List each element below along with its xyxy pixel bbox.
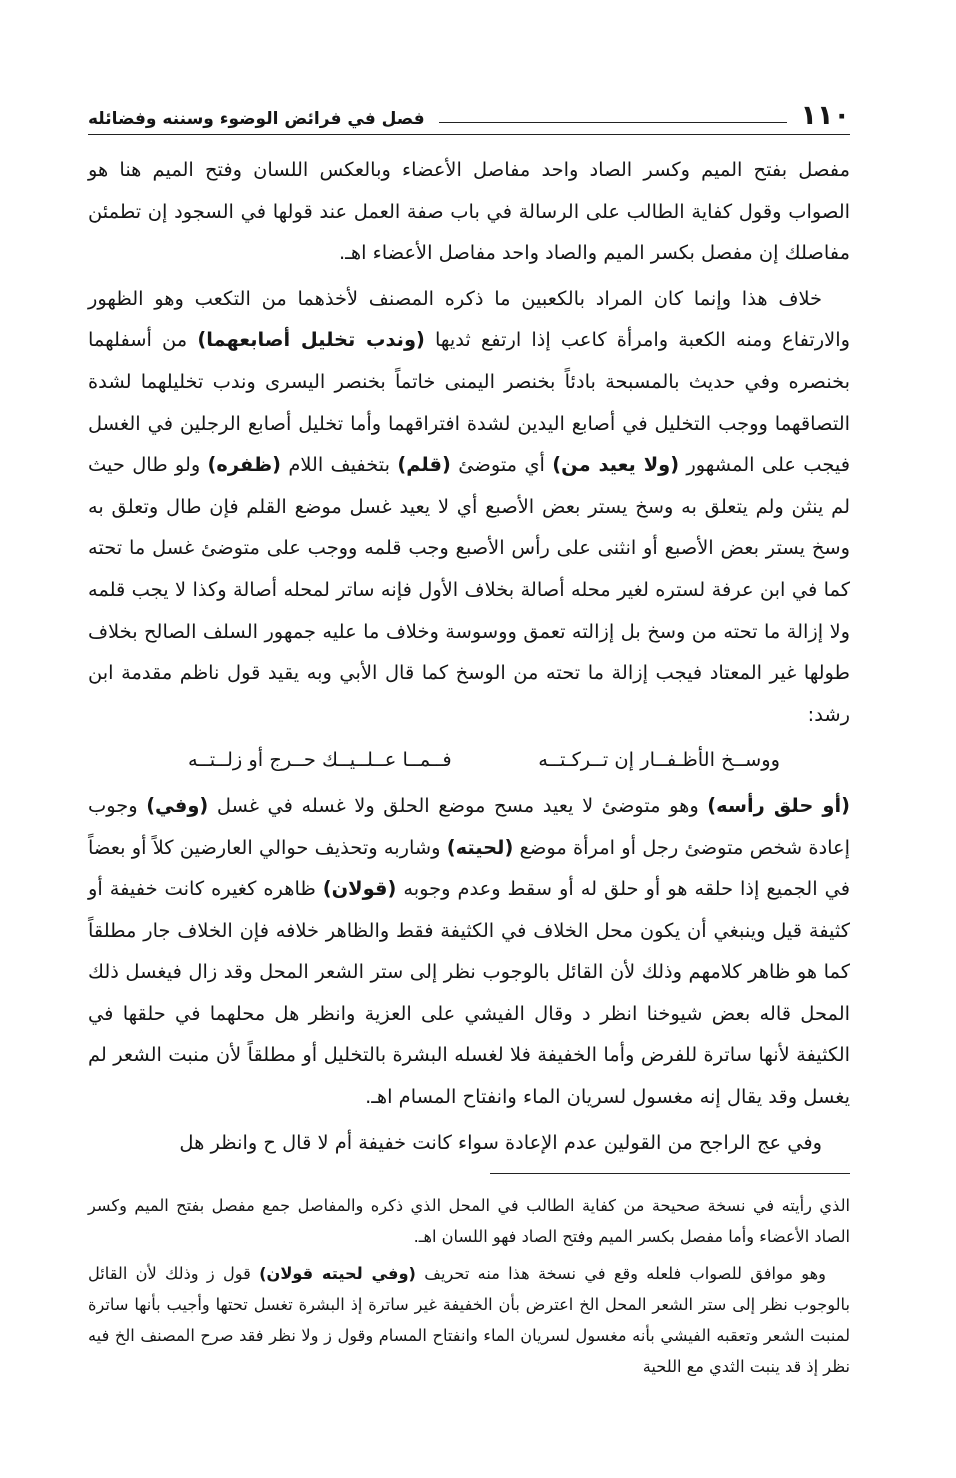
text-span: ولو طال حيث لم ينثن ولم يتعلق به وسخ يستر بعض الأصبع أي لا يعيد غسل موضع القلم فإن طال وتعلق به وسخ يستر بعض الأصبع أو انثنى على رأس الأصبع وجب قلمه ووجب على متوضئ غسل ما تحته كما في ابن عرفة لستره لغير محله أصالة بخلاف الأول فإنه ساتر لمحله أصالة وكذا لا يجب قلمه ولا إزالة ما تحته من وسخ بل إزالته تعمق ووسوسة وخلاف ما عليه جمهور السلف الصالح بخلاف طولها غير المعتاد فيجب إزالة ما تحته من الوسخ كما قال الأبي وبه يقيد قول ناظم مقدمة ابن رشد: xyxy=(88,453,850,726)
page-header xyxy=(88,92,850,132)
text-span: أي متوضئ xyxy=(450,453,553,477)
matn-phrase: (لحيته) xyxy=(446,835,514,859)
header-line xyxy=(439,122,787,123)
running-head: فصل في فرائض الوضوء وسننه وفضائله xyxy=(88,109,425,129)
matn-phrase: (وندب تخليل أصابعهما) xyxy=(197,328,425,352)
book-page xyxy=(88,92,850,1412)
text-span: وشاربه وتحذيف حوالي العارضين كلاً أو بعضاً في الجميع إذا حلقه هو أو حلق له أو سقط وعدم وجوبه xyxy=(88,835,851,901)
paragraph-1: مفصل بفتح الميم وكسر الصاد واحد مفاصل الأعضاء وبالعكس اللسان وفتح الميم هنا هو الصواب وقول كفاية الطالب على الرسالة في باب صفة العمل عند قولها في السجود إن تطمئن مفاصلك إن مفصل بكسر الميم والصاد واحد مفاصل الأعضاء اهـ. xyxy=(88,158,850,265)
text-span: بتخفيف اللام xyxy=(281,453,398,477)
text-span: من أسفلهما بخنصره وفي حديث بالمسبحة بادئاً بخنصر اليمنى خاتماً بخنصر اليسرى وندب تخليلهما لشدة التصاقهما ووجب التخليل في أصابع اليدين لشدة افتراقهما وأما تخليل أصابع الرجلين في الغسل فيجب على المشهور xyxy=(88,328,850,477)
matn-phrase: (قلم) xyxy=(397,453,451,477)
text-span: خلاف هذا وإنما كان المراد بالكعبين ما ذكره المصنف لأخذهما من التكعب وهو الظهور والارتفاع ومنه الكعبة وامرأة كاعب إذا ارتفع ثديها xyxy=(88,286,850,352)
matn-phrase: (قولان) xyxy=(322,877,397,901)
text-span: ظاهره كغيره كانت خفيفة أو كثيفة قيل وينبغي أن يكون محل الخلاف في الكثيفة فقط والظاهر خلافه فإن الخلاف جار مطلقاً كما هو ظاهر كلامهم وذلك لأن القائل بالوجوب نظر إلى ستر الشعر المحل وقد زال فيغسل ذلك المحل قاله بعض شيوخنا انظر د وقال الفيشي على العزية وانظر هل محلهما في حلقها في الكثيفة لأنها ساترة للفرض وأما الخفيفة فلا لغسله البشرة بالتخليل أو مطلقاً لأن منبت الشعر لم يغسل وقد يقال إنه مغسول لسريان الماء وانفتاح المسام اهـ. xyxy=(88,877,850,1109)
paragraph-2 xyxy=(88,278,850,736)
text-span: قول ز وذلك لأن القائل بالوجوب نظر إلى ستر الشعر المحل الخ اعترض بأن الخفيفة غير ساترة إذ البشرة تغسل تحتها وأجيب بأنها ساترة لمنبت الشعر وتعقبه الفيشي بأنه مغسول لسريان الماء وانفتاح المسام وقول ز ولا نظر فقد صرح المصنف الخ فيه نظر إذ قد ينبت الثدي مع اللحية xyxy=(88,1264,850,1377)
footnote-divider xyxy=(490,1173,850,1174)
matn-phrase: (ظفره) xyxy=(207,453,282,477)
footnotes xyxy=(88,1190,850,1382)
page-number: ١١٠ xyxy=(800,100,850,131)
paragraph-3 xyxy=(88,785,850,1118)
footnote-2 xyxy=(88,1258,850,1382)
matn-phrase: (أو حلق رأسه) xyxy=(707,793,850,817)
text-span: وهو متوضئ لا يعيد مسح موضع الحلق ولا غسله في غسل xyxy=(208,793,708,817)
text-span: وهو موافق للصواب فلعله وقع في نسخة هذا منه تحريف xyxy=(415,1264,826,1284)
verse-second-hemistich: فــمــا عــلــيــك حــرج أو زلــتــه xyxy=(188,748,452,772)
matn-phrase: (ولا يعيد من) xyxy=(552,453,680,477)
poem-verse xyxy=(88,739,850,781)
main-text xyxy=(88,149,850,1163)
paragraph-4: وفي عج الراجح من القولين عدم الإعادة سواء كانت خفيفة أم لا قال ح وانظر هل xyxy=(179,1130,822,1154)
footnote-1: الذي رأيته في نسخة صحيحة من كفاية الطالب في المحل الذي ذكره والمفاصل جمع مفصل بفتح الميم وكسر الصاد الأعضاء وأما مفصل بكسر الميم وفتح الصاد فهو اللسان اهـ. xyxy=(88,1196,850,1247)
text-span: وجوب إعادة شخص متوضئ رجل أو امرأة موضع xyxy=(88,793,851,859)
matn-phrase: (وفي لحيته قولان) xyxy=(259,1264,416,1284)
verse-first-hemistich: ووســخ الأظـفــار إن تــركـتــه xyxy=(538,748,780,772)
header-divider xyxy=(88,134,850,135)
matn-phrase: (وفي) xyxy=(146,793,209,817)
